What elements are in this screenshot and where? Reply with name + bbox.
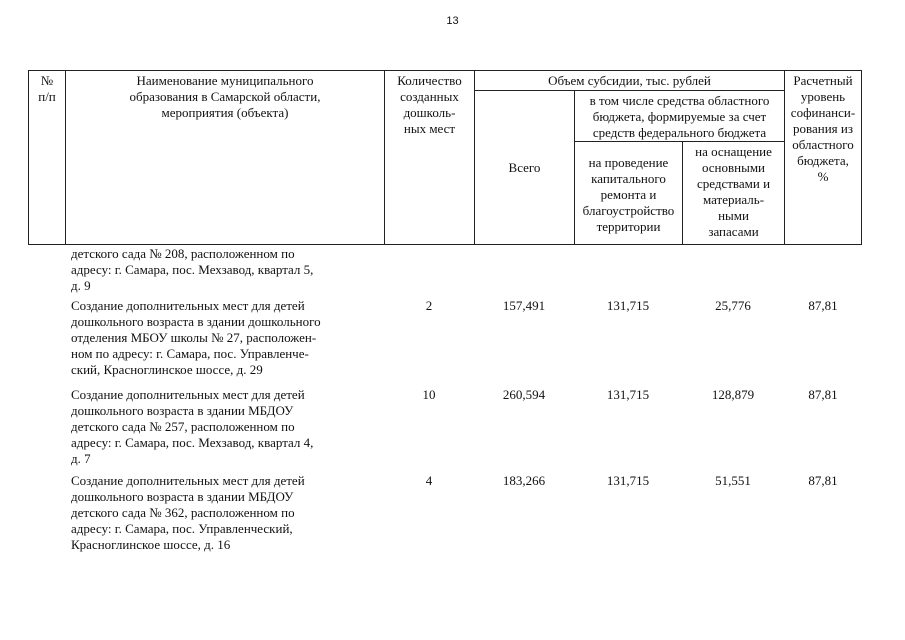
header-top-border: [28, 70, 861, 71]
col-border-right: [861, 70, 862, 245]
federal-underline: [574, 141, 784, 142]
row-level: 87,81: [808, 473, 838, 488]
row-level: 87,81: [808, 387, 838, 402]
row-repair: 131,715: [606, 298, 650, 313]
row-total: 260,594: [502, 387, 546, 402]
row-equipment: 128,879: [711, 387, 755, 402]
row-name: Создание дополнительных мест для детей дошкольного возраста в здании дошкольного отделения МБОУ школы № 27, расположен- ном по адресу: г. Самара, пос. Управленче- ский, Красноглинское шоссе, д. 29: [71, 298, 321, 377]
subsidy-underline: [474, 90, 784, 91]
header-equipment: на оснащение основными средствами и материаль- ными запасами: [695, 144, 772, 239]
row-total: 183,266: [502, 473, 546, 488]
header-total: Всего: [508, 160, 541, 175]
row-places: 2: [425, 298, 433, 313]
row-name: Создание дополнительных мест для детей дошкольного возраста в здании МБДОУ детского сада № 257, расположенном по адресу: г. Самара, пос. Мехзавод, квартал 4, д. 7: [71, 387, 314, 466]
row-name: детского сада № 208, расположенном по адресу: г. Самара, пос. Мехзавод, квартал 5, д. 9: [71, 246, 314, 293]
row-name: Создание дополнительных мест для детей дошкольного возраста в здании МБДОУ детского сада № 362, расположенном по адресу: г. Самара, пос. Управленческий, Красноглинское шоссе, д. 16: [71, 473, 305, 552]
header-level: Расчетный уровень софинанси- рования из областного бюджета, %: [790, 73, 856, 184]
header-bottom-border: [28, 244, 861, 245]
row-repair: 131,715: [606, 387, 650, 402]
row-total: 157,491: [502, 298, 546, 313]
header-num: № п/п: [38, 73, 56, 104]
row-equipment: 51,551: [715, 473, 751, 488]
header-places: Количество созданных дошколь- ных мест: [397, 73, 462, 136]
header-repair: на проведение капитального ремонта и благоустройство территории: [582, 155, 675, 234]
row-places: 10: [422, 387, 436, 402]
table-header: [0, 0, 905, 250]
row-places: 4: [425, 473, 433, 488]
col-border-places: [474, 70, 475, 245]
row-equipment: 25,776: [715, 298, 751, 313]
row-repair: 131,715: [606, 473, 650, 488]
header-name: Наименование муниципального образования в Самарской области, мероприятия (объекта): [129, 73, 321, 120]
header-subsidy: Объем субсидии, тыс. рублей: [548, 73, 711, 88]
row-level: 87,81: [808, 298, 838, 313]
header-federal: в том числе средства областного бюджета, формируемые за счет средств федерального бюджета: [589, 93, 770, 140]
page-number: 13: [446, 15, 459, 27]
